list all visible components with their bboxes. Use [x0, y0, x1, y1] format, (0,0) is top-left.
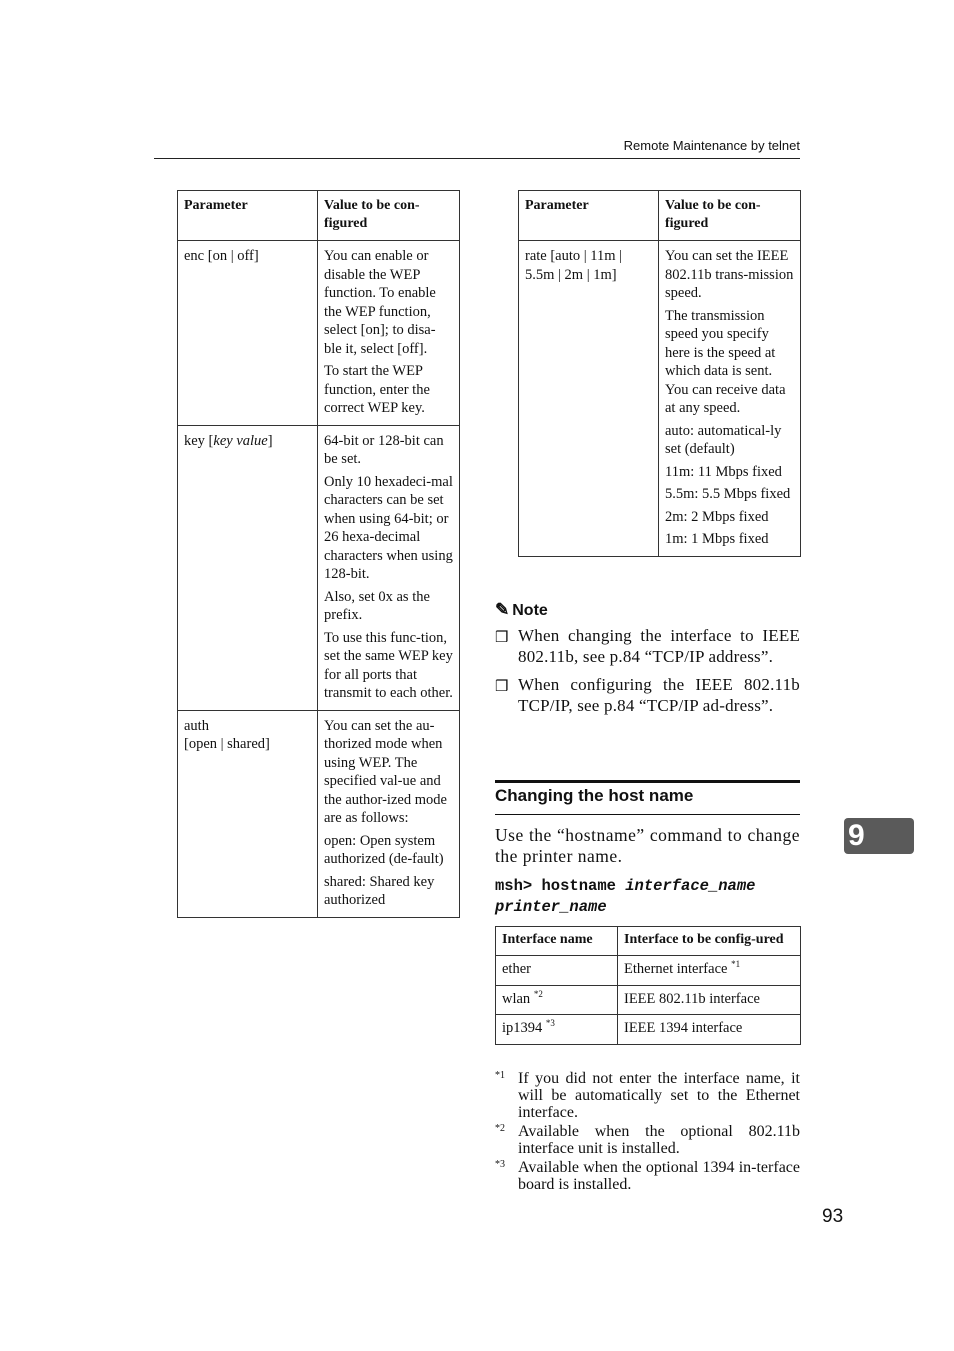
- cell-paragraph: Also, set 0x as the prefix.: [324, 588, 430, 623]
- note-text: When configuring the IEEE 802.11b TCP/IP, see p.84 “TCP/IP ad-dress”.: [518, 675, 800, 715]
- interface-value-cell: [618, 985, 801, 1015]
- interface-value: Ethernet interface: [624, 961, 732, 977]
- note-heading: [495, 600, 548, 620]
- cell-paragraph: You can set the IEEE 802.11b trans-mission speed.: [665, 248, 794, 301]
- interface-name: wlan: [502, 990, 534, 1007]
- command-arg-interface: interface_name: [625, 877, 756, 895]
- interface-name: ip1394: [502, 1020, 546, 1036]
- command-syntax: [495, 876, 805, 917]
- footnote-ref: *1: [731, 959, 741, 970]
- column-header-interface-configured: Interface to be config-ured: [618, 927, 801, 956]
- list-item: [495, 626, 800, 667]
- table-row: [519, 241, 801, 557]
- table-row: [496, 1015, 801, 1045]
- table-row: [178, 241, 460, 426]
- page-number: 93: [822, 1206, 844, 1227]
- footnote-mark: *1: [495, 1070, 505, 1081]
- table-header-row: [178, 191, 460, 241]
- rate-parameter-table: [518, 190, 801, 557]
- param-line: auth: [184, 717, 209, 734]
- footnote-mark: *2: [495, 1123, 505, 1134]
- cell-paragraph: auto: automatical-ly set (default): [665, 422, 782, 457]
- table-header-row: [519, 191, 801, 241]
- footnote-ref: *3: [545, 1018, 555, 1029]
- section-body: Use the “hostname” command to change the printer name.: [495, 825, 800, 866]
- note-list: [495, 626, 800, 724]
- command-prefix: msh> hostname: [495, 877, 626, 895]
- table-row: [496, 985, 801, 1015]
- list-item: [495, 675, 800, 716]
- cell-paragraph: 5.5m: 5.5 Mbps fixed: [665, 486, 791, 502]
- column-header-parameter: Parameter: [519, 191, 659, 241]
- param-cell: [178, 425, 318, 710]
- cell-paragraph: The transmission speed you specify here is the speed at which data is sent. You can receive data at any speed.: [665, 307, 786, 416]
- checkbox-icon: ❒: [495, 630, 509, 646]
- section-rule-top: [495, 780, 800, 783]
- interface-value-cell: [618, 956, 801, 986]
- column-header-value: Value to be con-figured: [659, 191, 801, 241]
- footnote-text: If you did not enter the interface name, it will be automatically set to the Ethernet interface.: [518, 1070, 800, 1121]
- column-header-parameter: Parameter: [178, 191, 318, 241]
- interface-value: IEEE 802.11b interface: [624, 990, 760, 1007]
- cell-paragraph: 11m: 11 Mbps fixed: [665, 463, 782, 480]
- cell-paragraph: 2m: 2 Mbps fixed: [665, 508, 769, 525]
- param-cell: rate [auto | 11m | 5.5m | 2m | 1m]: [519, 241, 659, 557]
- interface-value-cell: [618, 1015, 801, 1045]
- param-line: [open | shared]: [184, 736, 270, 752]
- cell-paragraph: You can enable or disable the WEP function. To enable the WEP function, select [on]; to disa-ble it, select [off].: [324, 248, 436, 357]
- note-title: Note: [512, 602, 548, 619]
- interface-name: ether: [502, 961, 531, 977]
- running-header: Remote Maintenance by telnet: [623, 138, 800, 153]
- param-cell: enc [on | off]: [178, 241, 318, 426]
- interface-value: IEEE 1394 interface: [624, 1020, 743, 1036]
- command-arg-printer: printer_name: [495, 897, 607, 916]
- interface-table: [495, 926, 801, 1045]
- section-rule-bottom: [495, 814, 800, 815]
- cell-paragraph: 1m: 1 Mbps fixed: [665, 531, 769, 547]
- column-header-value: Value to be con-figured: [318, 191, 460, 241]
- param-italic: key value: [213, 432, 268, 449]
- table-row: [496, 956, 801, 986]
- param-text: ]: [267, 432, 273, 449]
- footnote-mark: *3: [495, 1159, 505, 1170]
- footnote-text: Available when the optional 1394 in-terface board is installed.: [518, 1159, 800, 1193]
- footnote: [495, 1159, 800, 1193]
- footnote: [495, 1123, 800, 1157]
- table-row: [178, 425, 460, 710]
- section-title: Changing the host name: [495, 786, 694, 805]
- cell-paragraph: open: Open system authorized (de-fault): [324, 832, 444, 867]
- value-cell: [318, 710, 460, 917]
- table-header-row: [496, 927, 801, 956]
- chapter-tab: 9: [844, 818, 914, 854]
- pencil-icon: ✎: [495, 600, 510, 619]
- footnotes: [495, 1070, 800, 1195]
- cell-paragraph: To start the WEP function, enter the correct WEP key.: [324, 363, 430, 416]
- cell-paragraph: You can set the au-thorized mode when using WEP. The specified val-ue and the author-ized mode are as follows:: [324, 717, 447, 826]
- interface-name-cell: [496, 985, 618, 1015]
- param-text: key [: [184, 432, 214, 449]
- value-cell: [318, 425, 460, 710]
- cell-paragraph: Only 10 hexadeci-mal characters can be set when using 64-bit; or 26 hexa-decimal characters when using 128-bit.: [324, 473, 453, 582]
- footnote-ref: *2: [533, 988, 543, 999]
- param-cell: [178, 710, 318, 917]
- value-cell: [659, 241, 801, 557]
- cell-paragraph: shared: Shared key authorized: [324, 873, 435, 908]
- value-cell: [318, 241, 460, 426]
- interface-name-cell: [496, 956, 618, 986]
- interface-name-cell: [496, 1015, 618, 1045]
- cell-paragraph: 64-bit or 128-bit can be set.: [324, 432, 444, 467]
- note-text: When changing the interface to IEEE 802.11b, see p.84 “TCP/IP address”.: [518, 626, 800, 666]
- table-row: [178, 710, 460, 917]
- checkbox-icon: ❒: [495, 679, 509, 695]
- footnote-text: Available when the optional 802.11b interface unit is installed.: [518, 1123, 800, 1157]
- cell-paragraph: To use this func-tion, set the same WEP key for all ports that transmit to each other.: [324, 629, 453, 701]
- footnote: [495, 1070, 800, 1121]
- header-rule: [154, 158, 800, 159]
- column-header-interface-name: Interface name: [496, 927, 618, 956]
- wep-parameter-table: [177, 190, 460, 918]
